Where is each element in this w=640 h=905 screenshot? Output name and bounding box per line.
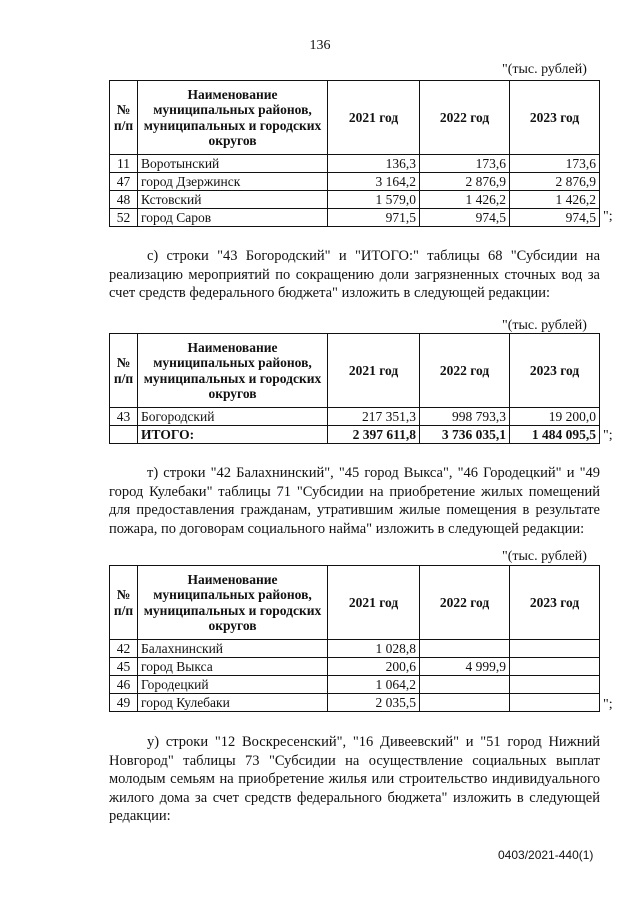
header-num: № п/п bbox=[110, 566, 138, 640]
header-2022: 2022 год bbox=[420, 334, 510, 408]
header-2022: 2022 год bbox=[420, 566, 510, 640]
table-68 bbox=[109, 333, 600, 444]
row-name: Городецкий bbox=[138, 676, 328, 694]
header-2023: 2023 год bbox=[510, 334, 600, 408]
row-name: Балахнинский bbox=[138, 640, 328, 658]
row-name: город Дзержинск bbox=[138, 173, 328, 191]
row-2021: 1 028,8 bbox=[328, 640, 420, 658]
header-num: № п/п bbox=[110, 81, 138, 155]
header-2021: 2021 год bbox=[328, 334, 420, 408]
header-2021: 2021 год bbox=[328, 566, 420, 640]
row-name: Воротынский bbox=[138, 155, 328, 173]
row-2022: 1 426,2 bbox=[420, 191, 510, 209]
row-num: 48 bbox=[110, 191, 138, 209]
row-2021: 200,6 bbox=[328, 658, 420, 676]
row-2023: 1 484 095,5 bbox=[510, 426, 600, 444]
row-2022: 2 876,9 bbox=[420, 173, 510, 191]
paragraph-t bbox=[109, 464, 600, 538]
document-code: 0403/2021-440(1) bbox=[498, 848, 594, 862]
row-2023 bbox=[510, 640, 600, 658]
row-num: 43 bbox=[110, 408, 138, 426]
row-name: город Выкса bbox=[138, 658, 328, 676]
paragraph-u bbox=[109, 733, 600, 826]
row-2021: 2 397 611,8 bbox=[328, 426, 420, 444]
header-2023: 2023 год bbox=[510, 566, 600, 640]
paragraph-c bbox=[109, 247, 600, 303]
header-2022: 2022 год bbox=[420, 81, 510, 155]
page-number: 136 bbox=[309, 38, 331, 53]
table-row-total bbox=[110, 426, 600, 444]
row-name: город Кулебаки bbox=[138, 694, 328, 712]
table-68-prev bbox=[109, 80, 600, 227]
row-num: 11 bbox=[110, 155, 138, 173]
row-2022 bbox=[420, 640, 510, 658]
table-row bbox=[110, 640, 600, 658]
row-num: 47 bbox=[110, 173, 138, 191]
paragraph-c-text: с) строки "43 Богородский" и "ИТОГО:" таблицы 68 "Субсидии на реализацию мероприятий по сокращению доли загрязненных сточных вод за счет средств федерального бюджета" изложить в следующей редакции: bbox=[109, 248, 600, 301]
row-2023 bbox=[510, 694, 600, 712]
table-row bbox=[110, 173, 600, 191]
row-2023: 1 426,2 bbox=[510, 191, 600, 209]
row-num: 46 bbox=[110, 676, 138, 694]
row-num: 42 bbox=[110, 640, 138, 658]
row-name: Богородский bbox=[138, 408, 328, 426]
row-num: 45 bbox=[110, 658, 138, 676]
table-row bbox=[110, 658, 600, 676]
row-2021: 217 351,3 bbox=[328, 408, 420, 426]
header-num: № п/п bbox=[110, 334, 138, 408]
row-num: 49 bbox=[110, 694, 138, 712]
table-closing-quote: "; bbox=[603, 697, 613, 712]
unit-label: "(тыс. рублей) bbox=[502, 318, 587, 333]
row-2022: 4 999,9 bbox=[420, 658, 510, 676]
row-2023: 173,6 bbox=[510, 155, 600, 173]
table-71 bbox=[109, 565, 600, 712]
paragraph-u-text: у) строки "12 Воскресенский", "16 Дивеевский" и "51 город Нижний Новгород" таблицы 73 "Субсидии на осуществление социальных выплат молодым семьям на приобретение жилья или строительство индивидуального жилого дома за счет средств федерального бюджета" изложить в следующей редакции: bbox=[109, 734, 600, 824]
table-row bbox=[110, 408, 600, 426]
row-num: 52 bbox=[110, 209, 138, 227]
row-2021: 2 035,5 bbox=[328, 694, 420, 712]
row-2022 bbox=[420, 694, 510, 712]
row-name: ИТОГО: bbox=[138, 426, 328, 444]
table-row bbox=[110, 694, 600, 712]
row-2021: 971,5 bbox=[328, 209, 420, 227]
paragraph-t-text: т) строки "42 Балахнинский", "45 город Выкса", "46 Городецкий" и "49 город Кулебаки" таблицы 71 "Субсидии на приобретение жилых помещений для предоставления гражданам, утратившим жилые помещения в результате пожара, по договорам социального найма" изложить в следующей редакции: bbox=[109, 465, 600, 537]
row-2023: 974,5 bbox=[510, 209, 600, 227]
header-2023: 2023 год bbox=[510, 81, 600, 155]
header-name: Наименование муниципальных районов, муниципальных и городских округов bbox=[138, 566, 328, 640]
row-2023 bbox=[510, 658, 600, 676]
row-2021: 136,3 bbox=[328, 155, 420, 173]
header-name: Наименование муниципальных районов, муниципальных и городских округов bbox=[138, 334, 328, 408]
table-row bbox=[110, 676, 600, 694]
unit-label: "(тыс. рублей) bbox=[502, 549, 587, 564]
row-name: город Саров bbox=[138, 209, 328, 227]
row-2023: 19 200,0 bbox=[510, 408, 600, 426]
unit-label: "(тыс. рублей) bbox=[502, 62, 587, 77]
row-2023 bbox=[510, 676, 600, 694]
table-row bbox=[110, 155, 600, 173]
row-2022: 998 793,3 bbox=[420, 408, 510, 426]
row-2022 bbox=[420, 676, 510, 694]
row-2022: 173,6 bbox=[420, 155, 510, 173]
table-closing-quote: "; bbox=[603, 428, 613, 443]
table-closing-quote: "; bbox=[603, 209, 613, 224]
header-2021: 2021 год bbox=[328, 81, 420, 155]
row-2022: 3 736 035,1 bbox=[420, 426, 510, 444]
table-row bbox=[110, 191, 600, 209]
row-name: Кстовский bbox=[138, 191, 328, 209]
row-2021: 1 579,0 bbox=[328, 191, 420, 209]
header-name: Наименование муниципальных районов, муниципальных и городских округов bbox=[138, 81, 328, 155]
table-row bbox=[110, 209, 600, 227]
row-2023: 2 876,9 bbox=[510, 173, 600, 191]
row-2022: 974,5 bbox=[420, 209, 510, 227]
row-2021: 3 164,2 bbox=[328, 173, 420, 191]
row-2021: 1 064,2 bbox=[328, 676, 420, 694]
row-num bbox=[110, 426, 138, 444]
